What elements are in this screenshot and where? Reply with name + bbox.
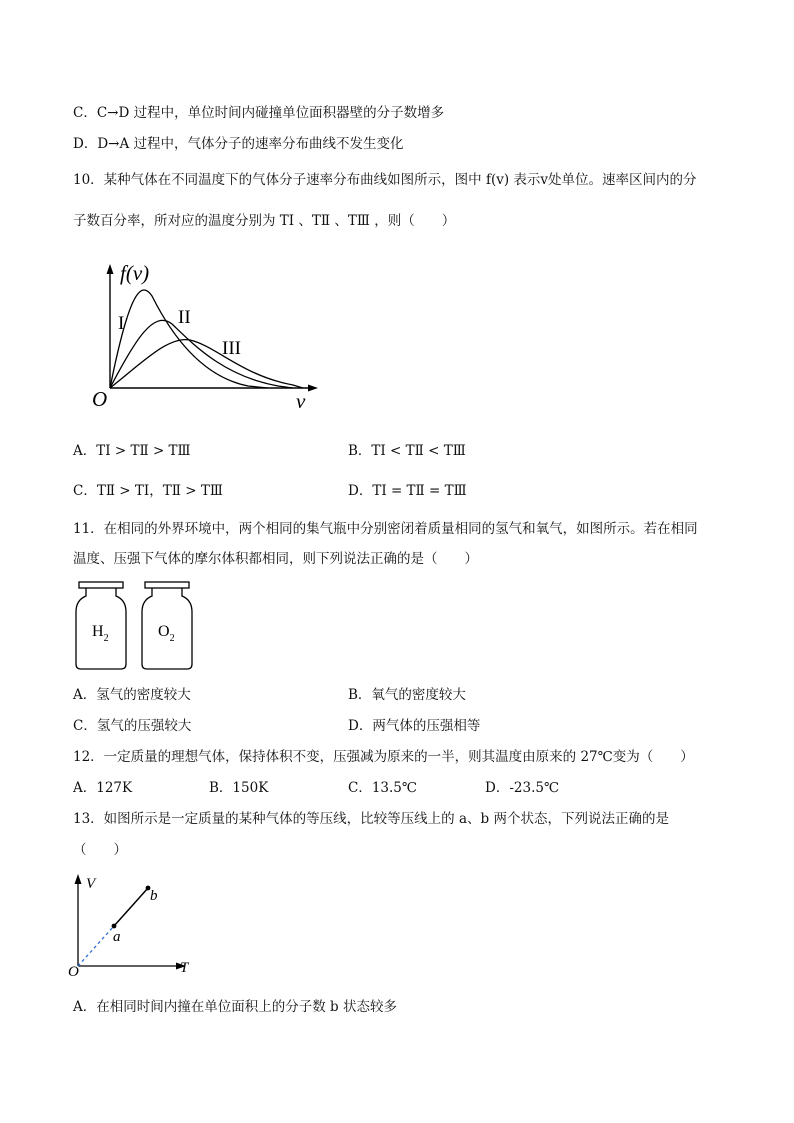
bottle-o2-label: $O_2$ xyxy=(158,623,175,644)
q13-stem-line2: （ ） xyxy=(73,842,127,858)
curve-III-label: III xyxy=(222,338,241,359)
q11-option-a: A．氢气的密度较大 xyxy=(73,687,191,703)
ylabel: V xyxy=(86,876,96,892)
q10-option-b: B．TⅠ < TⅡ < TⅢ xyxy=(348,443,466,459)
origin-label: O xyxy=(68,964,79,980)
point-a xyxy=(112,924,117,929)
ylabel: f(v) xyxy=(120,261,150,285)
isobar-line xyxy=(114,888,148,926)
q10-distribution-figure xyxy=(88,258,328,418)
bottle-h2-label: $H_2$ xyxy=(92,623,109,644)
curve-II-label: II xyxy=(178,307,191,328)
q10-stem-line1: 10．某种气体在不同温度下的气体分子速率分布曲线如图所示，图中 f(v) 表示v处单位。速率区间内的分 xyxy=(73,172,697,188)
q12-option-d: D．-23.5℃ xyxy=(485,780,560,796)
point-a-label: a xyxy=(113,929,121,945)
q11-stem-line1: 11．在相同的外界环境中，两个相同的集气瓶中分别密闭着质量相同的氢气和氧气，如图所示。若在相同 xyxy=(73,521,698,537)
q11-stem-line2: 温度、压强下气体的摩尔体积都相同，则下列说法正确的是（ ） xyxy=(73,551,478,567)
q11-bottles-figure xyxy=(74,578,204,673)
q12-option-c: C．13.5℃ xyxy=(348,780,417,796)
q10-option-c: C．TⅡ > TⅠ，TⅡ > TⅢ xyxy=(73,483,223,499)
point-b-label: b xyxy=(150,888,158,904)
q11-option-c: C．氢气的压强较大 xyxy=(73,718,192,734)
xlabel: T xyxy=(180,960,189,976)
q13-stem-line1: 13．如图所示是一定质量的某种气体的等压线，比较等压线上的 a、b 两个状态，下列说法正确的是 xyxy=(73,811,669,827)
q9-option-c: C．C→D 过程中，单位时间内碰撞单位面积器壁的分子数增多 xyxy=(73,105,445,121)
isobar-extension xyxy=(78,926,114,966)
q11-option-b: B．氧气的密度较大 xyxy=(348,687,466,703)
q10-stem-line2: 子数百分率，所对应的温度分别为 TⅠ 、TⅡ 、TⅢ ，则（ ） xyxy=(73,213,456,229)
q12-option-b: B．150K xyxy=(209,780,269,796)
q10-option-a: A．TⅠ > TⅡ > TⅢ xyxy=(73,443,191,459)
q13-option-a: A．在相同时间内撞在单位面积上的分子数 b 状态较多 xyxy=(73,999,397,1015)
q12-stem: 12．一定质量的理想气体，保持体积不变，压强减为原来的一半，则其温度由原来的 27℃变为（ ） xyxy=(73,749,694,765)
curve-I xyxy=(110,290,268,388)
q10-option-d: D．TⅠ = TⅡ = TⅢ xyxy=(348,483,467,499)
q11-option-d: D．两气体的压强相等 xyxy=(348,718,481,734)
q12-option-a: A．127K xyxy=(73,780,133,796)
curve-III xyxy=(110,340,303,388)
origin-label: O xyxy=(92,387,108,411)
xlabel: v xyxy=(296,389,306,413)
q13-isobar-figure xyxy=(66,868,206,978)
curve-I-label: I xyxy=(118,313,125,334)
q9-option-d: D．D→A 过程中，气体分子的速率分布曲线不发生变化 xyxy=(73,136,404,152)
